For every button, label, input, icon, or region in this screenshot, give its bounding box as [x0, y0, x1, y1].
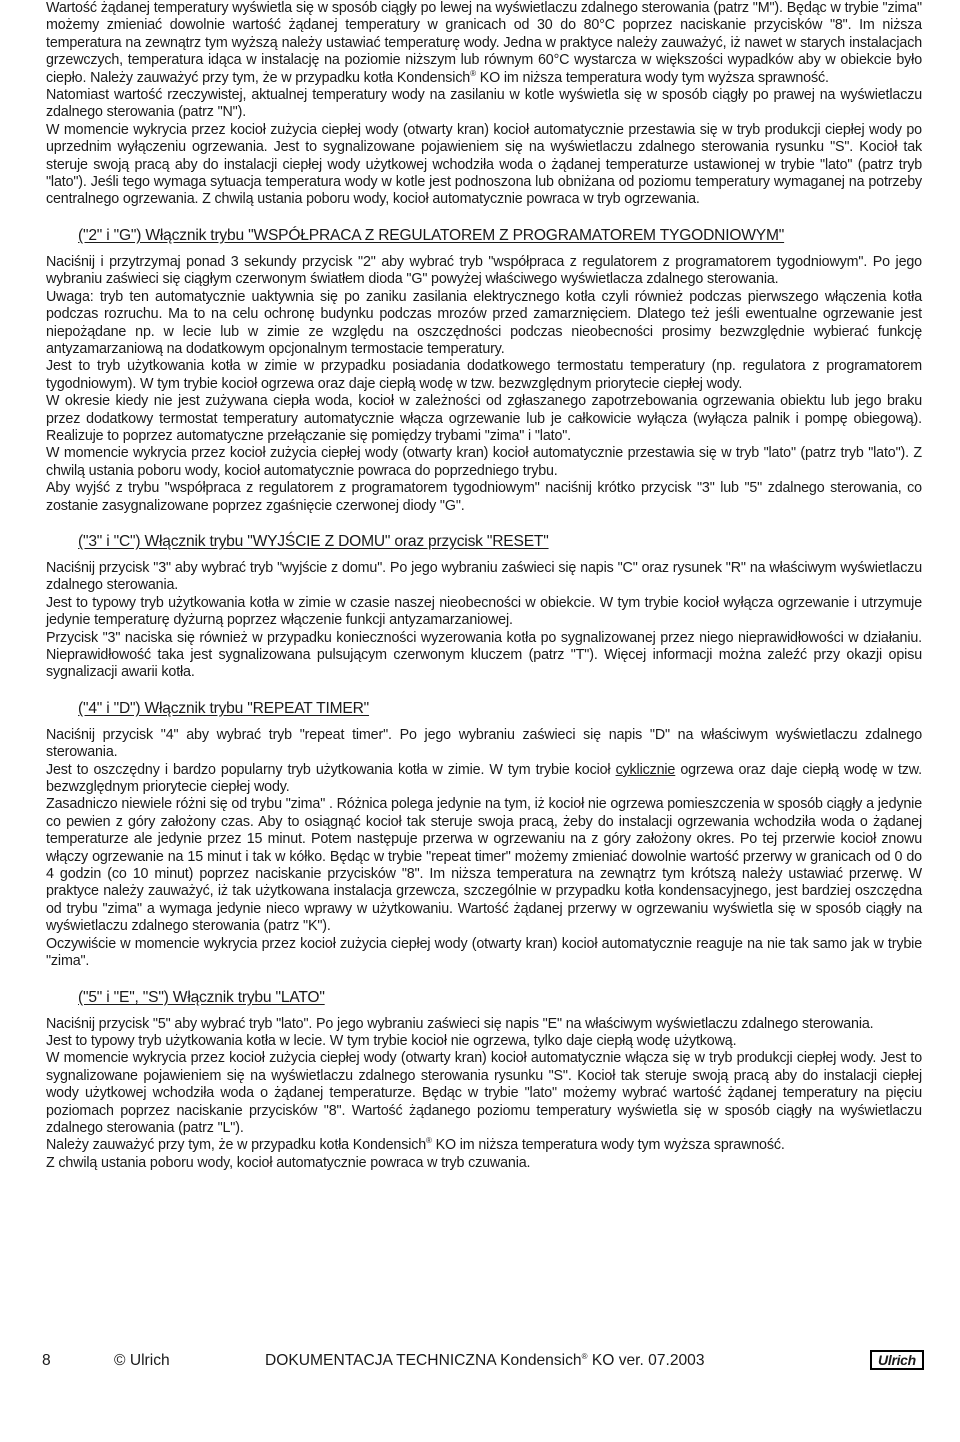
section5-paragraph-4 — [46, 1137, 922, 1154]
document-page — [46, 0, 922, 1172]
section-heading-3: ("3" i "C") Włącznik trybu "WYJŚCIE Z DOMU" oraz przycisk "RESET" — [78, 532, 549, 550]
section-heading-2: ("2" i "G") Włącznik trybu "WSPÓŁPRACA Z REGULATOREM Z PROGRAMATOREM TYGODNIOWYM" — [78, 226, 785, 244]
text: Wartość żądanej temperatury wyświetla się w sposób ciągły po lewej na wyświetlaczu zdalnego sterowania (patrz "M"). Będąc w trybie "zima" możemy zmieniać dowolnie wartość żądanej temperatury w granicach od 30 do 80°C poprzez naciskanie przycisków "8". Im niższa temperatura na zewnątrz tym wyższą należy ustawiać temperaturę wody. Jedna w praktyce należy zauważyć, iż nawet w starych instalacjach grzewczych, temperatura idąca w instalację na poziomie niższym lub równym 60°C wystarcza w większości wypadków aby w obiekcie było ciepło. Należy zauważyć przy tym, że w przypadku kotła Kondensich — [46, 0, 922, 86]
registered-mark: ® — [581, 1352, 588, 1361]
section2-paragraph-2: Uwaga: tryb ten automatycznie uaktywnia się po zaniku zasilania elektrycznego kotła czyli również podczas pierwszego włączenia kotła podczas rozruchu. Ma to na celu ochronę budynku podczas mrozów przed zamarznięciem. Dlatego też jeśli ewentualne ogrzewanie jest niepożądane np. w lecie lub w zimie ze względu na oszczędności podczas nieobecności prosimy bezwzględnie wybierać funkcję antyzamarzaniową na dodatkowym opcjonalnym termostacie temperatury. — [46, 288, 922, 357]
underlined-word: cyklicznie — [615, 761, 676, 778]
registered-mark: ® — [470, 68, 476, 78]
text: DOKUMENTACJA TECHNICZNA Kondensich — [265, 1352, 582, 1369]
intro-paragraph-2: Natomiast wartość rzeczywistej, aktualnej temperatury wody na zasilaniu w kotle wyświetla się w sposób ciągły po prawej na wyświetlaczu zdalnego sterowania (patrz "N"). — [46, 87, 922, 121]
text: ogrzewa oraz daje ciepłą wodę w tzw. bezwzględnym priorytecie ciepłej wody. — [46, 761, 922, 796]
registered-mark: ® — [426, 1136, 432, 1146]
section5-paragraph-2: Jest to typowy tryb użytkowania kotła w lecie. W tym trybie kocioł nie ogrzewa, tylko daje ciepłą wodę użytkową. — [46, 1032, 737, 1049]
section5-paragraph-1: Naciśnij przycisk "5" aby wybrać tryb "lato". Po jego wybraniu zaświeci się napis "E" na właściwym wyświetlaczu zdalnego sterowania. — [46, 1015, 874, 1032]
text: KO im niższa temperatura wody tym wyższa sprawność. — [475, 69, 829, 86]
section2-paragraph-4: W okresie kiedy nie jest zużywana ciepła woda, kocioł w zależności od zgłaszanego zapotrzebowania ogrzewania obiektu lub jego braku przez dodatkowy termostat temperatury automatycznie włącza ogrzewanie lub je całkowicie wyłącza (wyłącza palnik i pompę obiegową). Realizuje to poprzez automatyczne przełączanie się pomiędzy trybami "zima" i "lato". — [46, 393, 922, 444]
section4-paragraph-2 — [46, 762, 922, 797]
document-title — [265, 1350, 705, 1372]
text: Należy zauważyć przy tym, że w przypadku kotła Kondensich — [46, 1137, 427, 1154]
text: Jest to oszczędny i bardzo popularny tryb użytkowania kotła w zimie. W tym trybie kocioł — [46, 761, 616, 778]
copyright: © Ulrich — [114, 1352, 170, 1369]
logo-text: Ulrich — [878, 1352, 916, 1368]
page-footer — [42, 1350, 924, 1372]
intro-paragraph-1 — [46, 0, 922, 87]
section2-paragraph-5: W momencie wykrycia przez kocioł zużycia ciepłej wody (otwarty kran) kocioł automatycznie przestawia się w tryb "lato" (patrz tryb "lato"). Z chwilą ustania poboru wody, kocioł automatycznie powraca do poprzedniego trybu. — [46, 445, 922, 479]
text: KO ver. 07.2003 — [587, 1352, 705, 1369]
text: KO im niższa temperatura wody tym wyższa sprawność. — [431, 1137, 785, 1154]
section-heading-5: ("5" i "E", "S") Włącznik trybu "LATO" — [78, 988, 325, 1006]
section4-paragraph-1: Naciśnij przycisk "4" aby wybrać tryb "repeat timer". Po jego wybraniu zaświeci się napis "D" na właściwym wyświetlaczu zdalnego sterowania. — [46, 726, 922, 761]
section3-paragraph-3: Przycisk "3" naciska się również w przypadku konieczności wyzerowania kotła po sygnalizowanej przez niego nieprawidłowości w działaniu. Nieprawidłowość taka jest sygnalizowana pulsującym czerwonym kluczem (patrz "T"). Więcej informacji można zaleźć przy okazji opisu sygnalizacji awarii kotła. — [46, 629, 922, 681]
section3-paragraph-2: Jest to typowy tryb użytkowania kotła w zimie w czasie naszej nieobecności w obiekcie. W tym trybie kocioł wyłącza ogrzewanie i utrzymuje jedynie temperaturę dyżurną poprzez włączenie funkcji antyzamarzaniowej. — [46, 594, 922, 629]
section-heading-4: ("4" i "D") Włącznik trybu "REPEAT TIMER" — [78, 699, 370, 717]
section5-paragraph-3: W momencie wykrycia przez kocioł zużycia ciepłej wody (otwarty kran) kocioł automatycznie włącza się w tryb produkcji ciepłej wody. Jest to sygnalizowane pojawieniem się na wyświetlaczu zdalnego sterowania rysunku "S". Kocioł tak steruje swoją pracą aby do instalacji ciepłej wody użytkowej wchodziła woda o żądanej temperaturze. Będąc w trybie "lato" możemy wybrać wartość żądanej temperatury na pięciu poziomach poprzez naciskanie przycisków "8". Wartość żądanego poziomu temperatury wyświetla się w sposób ciągły na wyświetlaczu zdalnego sterowania (patrz "L"). — [46, 1050, 922, 1136]
intro-paragraph-3: W momencie wykrycia przez kocioł zużycia ciepłej wody (otwarty kran) kocioł automatycznie przestawia się w tryb produkcji ciepłej wody po uprzednim wyłączeniu ogrzewania. Jest to sygnalizowane pojawieniem się na wyświetlaczu zdalnego sterowania rysunku "S". Kocioł tak steruje swoją pracą aby do instalacji ciepłej wody użytkowej wchodziła woda o żądanej temperaturze ustawionej w trybie "lato" (patrz tryb "lato"). Jeśli tego wymaga sytuacja temperatura wody w kotle jest podnoszona lub obniżana od poziomu temperatury wymaganej na potrzeby centralnego ogrzewania. Z chwilą ustania poboru wody, kocioł automatycznie powraca w tryb ogrzewania. — [46, 121, 922, 208]
section2-paragraph-1: Naciśnij i przytrzymaj ponad 3 sekundy przycisk "2" aby wybrać tryb "współpraca z regulatorem z programatorem tygodniowym". Po jego wybraniu zaświeci się ciągłym czerwonym światłem dioda "G" powyżej właściwego wyświetlacza zdalnego sterowania. — [46, 253, 922, 288]
section4-paragraph-4: Oczywiście w momencie wykrycia przez kocioł zużycia ciepłej wody (otwarty kran) kocioł automatycznie reaguje na nie tak samo jak w trybie "zima". — [46, 935, 922, 970]
section2-paragraph-6: Aby wyjść z trybu "współpraca z regulatorem z programatorem tygodniowym" naciśnij krótko przycisk "3" lub "5" zdalnego sterowania, co zostanie zasygnalizowane poprzez zgaśnięcie czerwonej diody "G". — [46, 480, 922, 514]
page-number: 8 — [42, 1352, 51, 1369]
section3-paragraph-1: Naciśnij przycisk "3" aby wybrać tryb "wyjście z domu". Po jego wybraniu zaświeci się napis "C" oraz rysunek "R" na właściwym wyświetlaczu zdalnego sterowania. — [46, 559, 922, 594]
ulrich-logo — [870, 1350, 924, 1370]
section4-paragraph-3: Zasadniczo niewiele różni się od trybu "zima" . Różnica polega jedynie na tym, iż kocioł nie ogrzewa pomieszczenia w sposób ciągły a jedynie co pewien z góry założony czas. Aby to osiągnąć kocioł tak steruje swoja pracą, żeby do instalacji ogrzewania wchodziła woda o żądanej temperaturze ale jedynie przez 15 minut. Potem następuje przerwa w ogrzewaniu na z góry założony okres. Po tej przerwie kocioł znowu włączy ogrzewanie na 15 minut i tak w kółko. Będąc w trybie "repeat timer" możemy zmieniać dowolnie wartość przerwy w granicach od 0 do 4 godzin (co 10 minut) poprzez naciskanie przycisków "8". Im niższa temperatura na zewnątrz tym krótszą należy ustawiać przerwę. W praktyce należy zauważyć, iż tak użytkowana instalacja grzewcza, szczególnie w przypadku kotła kondensacyjnego, jest bardziej oszczędna od trybu "zima" a wymaga jedynie nieco wprawy w użytkowaniu. Wartość żądanej przerwy w ogrzewaniu wyświetla się w sposób ciągły na wyświetlaczu zdalnego sterowania (patrz "K"). — [46, 796, 923, 935]
section2-paragraph-3: Jest to tryb użytkowania kotła w zimie w przypadku posiadania dodatkowego termostatu temperatury (np. regulatora z programatorem tygodniowym). W tym trybie kocioł ogrzewa oraz daje ciepłą wodę w tzw. bezwzględnym priorytecie ciepłej wody. — [46, 358, 922, 392]
section5-paragraph-5: Z chwilą ustania poboru wody, kocioł automatycznie powraca w tryb czuwania. — [46, 1154, 531, 1171]
